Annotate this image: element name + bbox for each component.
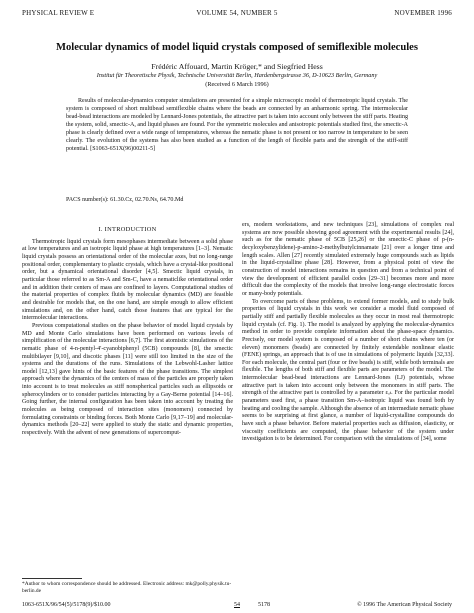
article-code: 1063-651X/96/54(5)/5178(9)/$10.00 xyxy=(22,602,111,608)
right-column xyxy=(242,222,454,444)
paragraph: ers, modern workstations, and new techniques [23], simulations of complex real systems are now possible showing good agreement with the experimental results [24], such as for the nematic phase of 5CB [25,26] or the smectic-C phase of p-(n-decyloxybenzylidene)-p-amino-2-methylbutylcinnamate [21] over a longer time and length scales. Allen [27] recently simulated extremely huge compounds such as lipids in the liquid-crystalline phase [28]. However, from a physical point of view the construction of model interactions remains in question and from a technical point of view the development of efficient parallel codes [29–31] becomes more and more difficult due the complexity of the models that involve long-range electrostatic forces or many-body potentials. xyxy=(242,222,454,297)
received-date: (Received 6 March 1996) xyxy=(205,81,269,88)
author-list: Frédéric Affouard, Martin Kröger,* and Siegfried Hess xyxy=(151,62,323,71)
section-heading: I. INTRODUCTION xyxy=(98,226,157,233)
page-footer xyxy=(22,602,452,611)
footnote-divider xyxy=(22,578,82,579)
paragraph: To overcome parts of these problems, to extend former models, and to study bulk properties of liquid crystals in this work we consider a model fluid composed of partially stiff and partially flexible molecules as they occur in most real thermotropic liquid crystals (cf. Fig. 1). The model is analyzed by applying the molecular-dynamics method in order to provide complete information about the phase-space dynamics. Precisely, our model system is composed of a number of short chains where ten (or eleven) monomers (beads) are connected by finitely extendable nonlinear elastic (FENE) springs, an approach that is of use in simulations of polymeric liquids [32,33]. For each molecule, the central part (four or five beads) is stiff, while both terminals are flexible. The lengths of both stiff and flexible parts are parameters of the model. The intermolecular bead-bead interactions are Lennard-Jones (LJ) potentials, whose attractive part is taken into account only between the monomers in stiff parts. The strength of the attractive part is controlled by a parameter εₐₜ. For the particular model parameters used first, a phase transition Sm-A–isotropic liquid was found both by heating and cooling the sample. Although the absence of an intermediate nematic phase seems to be surprising at first glance, a number of liquid-crystalline compounds do have such a phase behavior. Before material properties such as diffusion, elasticity, or viscosity coefficients are computed, the phase behavior of the system under investigation is to be determined. For comparison with the simulations of [34], some xyxy=(242,298,454,443)
footnote: *Author to whom correspondence should be addressed. Electronic address: mk@polly.physik.tu-berlin.de xyxy=(22,581,232,594)
paragraph: Thermotropic liquid crystals form mesophases intermediate between a solid phase at low temperatures and an isotropic liquid phase at high temperatures [1–3]. Nematic liquid crystals possess an orientational order of the molecular axes, but no long-range positional order, complementary to plastic crystals, which have a crystal-like positional order, but a dynamical orientational disorder [4,5]. Smectic liquid crystals, in particular those referred to as Sm-A and Sm-C, have a nematiclike orientational order and in addition their centers of mass are confined to layers. Computational studies of the material properties of complex fluids by molecular dynamics (MD) are feasible and desirable for models that, on the one hand, are simple enough to allow efficient simulations and, on the other hand, catch those features that are typical for the intermolecular interactions. xyxy=(22,238,234,322)
running-header xyxy=(22,9,452,19)
volume-number: VOLUME 54, NUMBER 5 xyxy=(196,9,278,17)
pacs-numbers: PACS number(s): 61.30.Cz, 02.70.Ns, 64.70.Md xyxy=(66,197,184,203)
paragraph: Previous computational studies on the phase behavior of model liquid crystals by MD and Monte Carlo simulations have been performed on various levels of simplification of the molecular interactions [6,7]. The first atomistic simulations of the nematic phase of 4-n-pentyl-4′-cyanobiphenyl (5CB) compounds [8], the smectic multibilayer [9,10], and discotic phases [11] were still too limited in the size of the systems and the durations of the runs. Simulations of the Lebwohl-Lasher lattice model [12,13] gave hints of the basic features of the phase transitions. The simplest approach where the dynamics of the centers of mass of the particles are properly taken into account is to treat molecules as stiff nonspherical particles such as ellipsoids or spherocylinders or to consider particles interacting by a Gay-Berne potential [14–16]. Going further, the internal configuration has been taken into account by treating the molecules as being composed of interaction sites (monomers) connected by formulating constraints or binding forces. Both Monte Carlo [9,17–19] and molecular-dynamics methods [20–22] were applied to study the static and dynamic properties, respectively. With the advent of new generations of supercomput- xyxy=(22,322,233,437)
page-number: 5178 xyxy=(258,602,270,608)
affiliation: Institut für Theoretische Physik, Technische Universität Berlin, Hardenbergstrasse 36, D-10623 Berlin, Germany xyxy=(96,72,378,79)
left-column xyxy=(22,226,233,438)
issue-number: 54 xyxy=(234,602,240,608)
journal-name: PHYSICAL REVIEW E xyxy=(22,9,95,17)
copyright: © 1996 The American Physical Society xyxy=(357,602,452,608)
abstract: Results of molecular-dynamics computer simulations are presented for a simple microscopic model of thermotropic liquid crystals. The system is composed of short multibead semiflexible chains where the beads are connected by an anharmonic spring. The intermolecular bead-bead interactions are modeled by Lennard-Jones potentials, the attractive part is taken into account only between the stiff parts. Heating the system, solid, smectic-A, and liquid phases are found. For the symmetric molecules and anisotropic potentials studied first, the smectic-A phase is clearly defined over a wide range of temperatures, whereas the nematic phase is not present or too narrow in temperature to be seen clearly. The evolution of the systems has also been studied as a function of the length of flexible parts and the strength of the stiff-stiff potential. [S1063-651X(96)00211-5] xyxy=(66,98,408,153)
article-title: Molecular dynamics of model liquid crystals composed of semiflexible molecules xyxy=(55,42,419,53)
issue-date: NOVEMBER 1996 xyxy=(394,9,452,17)
